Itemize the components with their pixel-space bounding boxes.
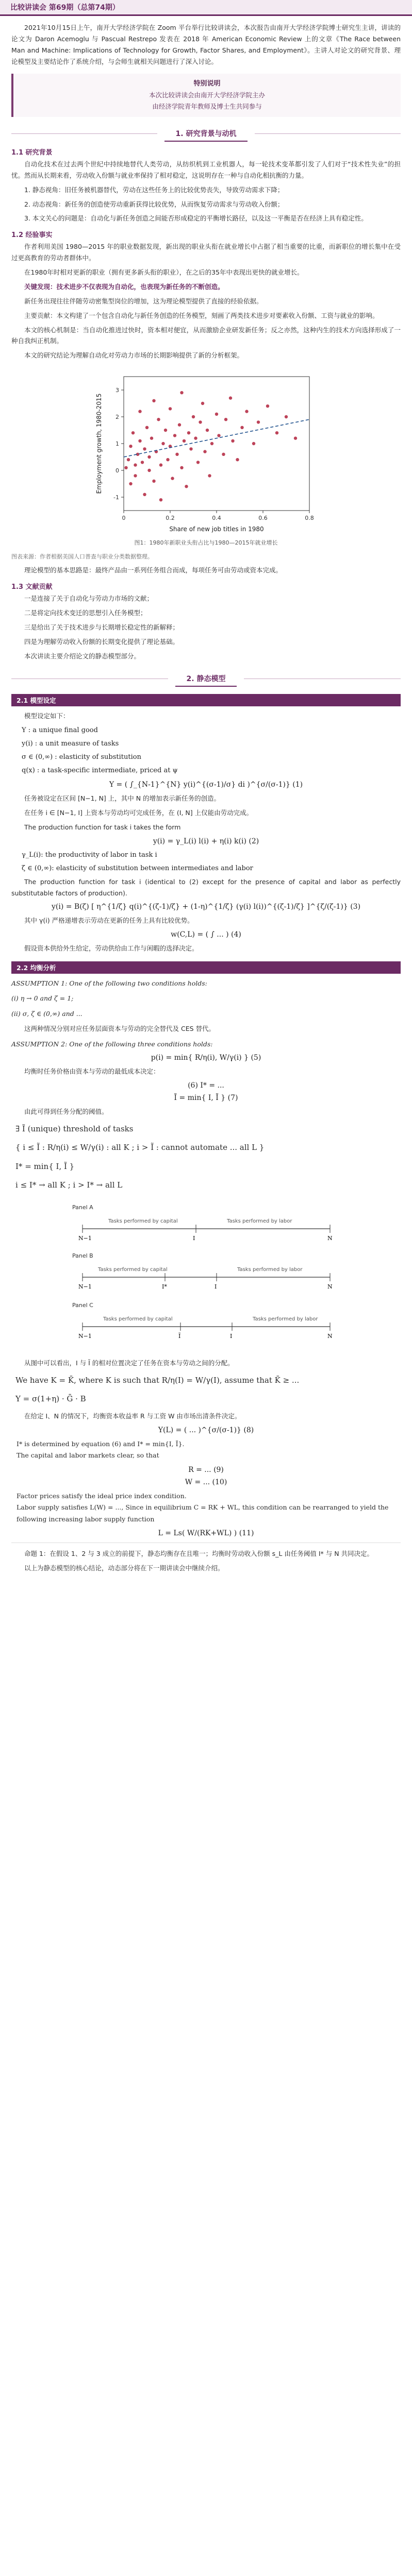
assumption-item: (ii) σ, ζ ∈ (0,∞) and ... (11, 1009, 83, 1018)
paragraph: 自动化技术在过去两个世纪中持续地替代人类劳动，从纺织机到工业机器人，每一轮技术变革都引发了人们对于“技术性失业”的担忧。然而从长期来看，劳动收入份额与就业率保持了相对稳定，这说明存在一种与自动化相抗衡的力量。 (11, 160, 401, 179)
paragraph: 新任务出现往往伴随劳动密集型岗位的增加，这为理论模型提供了直接的经验依据。 (24, 297, 263, 305)
paragraph: 这两种情况分别对应任务层面资本与劳动的完全替代及 CES 替代。 (24, 1024, 216, 1032)
assumption-title: ASSUMPTION 2: One of the following three conditions holds: (11, 1040, 213, 1048)
scatter-point (256, 420, 259, 423)
scatter-point (175, 453, 178, 456)
header-title: 比较讲读会 第69期（总第74期） (10, 4, 120, 12)
divider (11, 133, 157, 134)
paragraph: 图表来源：作者根据美国人口普查与职业分类数据整理。 (11, 553, 153, 561)
scatter-point (203, 450, 206, 453)
subsection-title: 1.3 文献贡献 (11, 583, 53, 591)
scatter-point (129, 482, 132, 485)
handwritten-note: I* = min{ I, Ĩ } (15, 1161, 75, 1171)
x-tick-label: 0 (122, 515, 125, 522)
tasks-labor-label: Tasks performed by labor (252, 1316, 318, 1322)
page-header (0, 0, 412, 16)
label-n: N (327, 1283, 333, 1290)
equation-6: (6) I* = ... (188, 1081, 224, 1090)
scatter-point (194, 437, 197, 440)
article-body (0, 16, 412, 1597)
scatter-point (205, 429, 208, 432)
equation-1: Y = ( ∫_{N-1}^{N} y(i)^{(σ-1)/σ} di )^{σ/(σ-1)} (1) (109, 780, 303, 789)
equation-4: w(C,L) = ( ∫ ... ) (4) (171, 930, 241, 939)
condition-list (17, 1490, 401, 1526)
scatter-point (189, 447, 192, 450)
panel-b-label: Panel B (72, 1252, 93, 1259)
tasks-labor-label: Tasks performed by labor (226, 1218, 292, 1224)
scatter-point (236, 458, 239, 461)
label-itilde: Ĩ (178, 1332, 180, 1340)
y-axis-label: Employment growth, 1980-2015 (95, 393, 103, 494)
scatter-point (159, 498, 162, 501)
scatter-point (134, 474, 137, 477)
scatter-point (166, 458, 169, 461)
paragraph: 二是将定向技术变迁的思想引入任务模型； (24, 609, 147, 617)
definition-line: Y : a unique final good (22, 726, 98, 734)
paragraph: 四是为理解劳动收入份额的长期变化提供了理论基础。 (24, 637, 179, 646)
paragraph: 理论模型的基本思路是：最终产品由一系列任务组合而成，每项任务可由劳动或资本完成。 (24, 566, 283, 574)
paragraph: 从图中可以看出，I 与 Ĩ 的相对位置决定了任务在资本与劳动之间的分配。 (24, 1359, 234, 1367)
equation-5: p(i) = min{ R/η(i), W/γ(i) } (5) (151, 1054, 261, 1062)
condition-item: I* is determined by equation (6) and I* = min{I, Ĩ}. (17, 1439, 185, 1448)
scatter-point (150, 437, 153, 440)
paragraph: 在任务 i ∈ [N−1, I] 上资本与劳动均可完成任务，在 (I, N] 上仅能由劳动完成。 (24, 808, 253, 817)
scatter-chart (93, 366, 320, 536)
divider (255, 133, 401, 134)
paragraph: 由此可得到任务分配的阈值。 (24, 1107, 108, 1115)
task-allocation-diagram (11, 1198, 401, 1352)
subsection-bar: 2.1 模型设定 (11, 694, 401, 706)
tasks-capital-label: Tasks performed by capital (97, 1266, 168, 1273)
tasks-capital-label: Tasks performed by capital (108, 1218, 178, 1224)
label-i: I (214, 1283, 217, 1290)
scatter-point (152, 399, 155, 402)
label-n1: N−1 (78, 1234, 92, 1242)
scatter-point (129, 445, 132, 448)
label-n: N (327, 1332, 333, 1340)
handwritten-note: We have K = K̄, where K is such that R/η(I) = W/γ(I), assume that K̄ ≥ ... (15, 1375, 300, 1385)
assumption-title: ASSUMPTION 1: One of the following two conditions holds: (11, 979, 207, 988)
scatter-point (231, 439, 234, 443)
paragraph: 1. 静态视角：旧任务被机器替代，劳动在这些任务上的比较优势丧失，导致劳动需求下降； (24, 185, 284, 194)
scatter-point (126, 458, 129, 461)
tasks-capital-label: Tasks performed by capital (103, 1316, 173, 1322)
paragraph: The production function for task i takes the form (24, 823, 181, 831)
paragraph: The production function for task i (identical to (2) except for the presence of capital and labor as perfectly substitutable factors of production). (11, 877, 401, 897)
assumption-item: (i) η → 0 and ζ = 1; (11, 994, 74, 1003)
scatter-point (131, 431, 134, 434)
scatter-point (275, 431, 278, 434)
scatter-point (228, 397, 232, 400)
scatter-point (173, 434, 176, 437)
x-tick-label: 0.8 (304, 515, 314, 522)
paragraph: 命题 1：在假设 1、2 与 3 成立的前提下，静态均衡存在且唯一；均衡时劳动收入份额 s_L 由任务阈值 I* 与 N 共同决定。 (24, 1550, 374, 1558)
y-tick-label: 3 (115, 387, 119, 394)
scatter-point (222, 453, 225, 456)
scatter-point (180, 391, 183, 394)
scatter-chart-container (11, 366, 401, 536)
equation-8: Y(L) = ( ... )^{σ/(σ-1)} (8) (158, 1426, 254, 1434)
label-n1: N−1 (78, 1332, 92, 1340)
y-tick-label: 0 (115, 467, 119, 474)
label-i: I (192, 1234, 195, 1242)
scatter-point (217, 434, 220, 437)
paragraph: 本文的研究结论为理解自动化对劳动力市场的长期影响提供了新的分析框架。 (24, 351, 244, 360)
y-tick-label: 2 (115, 414, 119, 421)
equation-2: y(i) = γ_L(i) l(i) + η(i) k(i) (2) (153, 837, 259, 845)
note-title: 特别说明 (193, 79, 221, 88)
condition-item: Labor supply satisfies L(W) = ..., Since in equilibrium C = RK + WL, this condition can be rearranged to yield the following increasing labor supply function (17, 1503, 389, 1523)
paragraph: 本文的核心机制是：当自动化推进过快时，资本相对便宜，从而激励企业研发新任务；反之亦然，这种内生的技术方向选择形成了一种自我纠正机制。 (11, 326, 401, 345)
paragraph: 3. 本文关心的问题是：自动化与新任务创造之间能否形成稳定的平衡增长路径，以及这一平衡是否在经济上具有稳定性。 (24, 214, 368, 223)
scatter-point (147, 455, 151, 459)
paragraph: 关键发现：技术进步不仅表现为自动化，也表现为新任务的不断创造。 (24, 282, 224, 291)
scatter-point (163, 429, 167, 432)
subsection-bar: 2.2 均衡分析 (11, 961, 401, 974)
subsection-title: 1.2 经验事实 (11, 231, 53, 240)
scatter-point (152, 480, 155, 483)
y-tick-label: 1 (115, 440, 119, 448)
scatter-point (191, 415, 194, 418)
paragraph: 任务被设定在区间 [N−1, N] 上，其中 N 的增加表示新任务的创造。 (24, 794, 221, 802)
scatter-point (140, 461, 143, 464)
chart-caption: 图1：1980年新职业头衔占比与1980—2015年就业增长 (134, 539, 278, 547)
x-tick-label: 0.6 (258, 515, 268, 522)
paragraph: 假设资本供给外生给定，劳动供给由工作与闲暇的选择决定。 (24, 944, 199, 953)
scatter-point (199, 420, 202, 423)
section-title: 2. 静态模型 (175, 671, 237, 687)
scatter-point (171, 477, 174, 480)
x-axis-label: Share of new job titles in 1980 (169, 526, 264, 533)
definition-line: σ ∈ (0,∞) : elasticity of substitution (22, 753, 141, 761)
scatter-point (124, 466, 127, 469)
scatter-point (240, 426, 243, 429)
scatter-point (168, 407, 171, 410)
paragraph: 本次讲读主要介绍论文的静态模型部分。 (24, 652, 141, 660)
task-diagram-svg (62, 1198, 351, 1352)
x-tick-label: 0.2 (165, 515, 175, 522)
handwritten-note: Y = σ(1+η) · Ḡ · B (15, 1394, 86, 1404)
paragraph: 以上为静态模型的核心结论，动态部分将在下一期讲读会中继续介绍。 (24, 1564, 224, 1572)
section-heading-1 (11, 126, 401, 142)
scatter-point (293, 437, 296, 440)
definition-line: y(i) : a unit measure of tasks (22, 739, 119, 748)
scatter-point (196, 461, 199, 464)
scatter-point (177, 423, 180, 427)
scatter-point (252, 442, 255, 445)
definition-line: γ_L(i): the productivity of labor in task i (22, 851, 157, 859)
y-tick-label: -1 (113, 494, 119, 501)
scatter-point (159, 464, 162, 467)
label-i: I (229, 1332, 232, 1340)
scatter-point (145, 426, 148, 429)
paragraph: 其中 γ(i) 严格递增表示劳动在更新的任务上具有比较优势。 (24, 917, 194, 925)
scatter-point (215, 413, 218, 416)
tasks-labor-label: Tasks performed by labor (237, 1266, 303, 1273)
scatter-point (134, 464, 137, 467)
section-title: 1. 研究背景与动机 (164, 126, 248, 142)
paragraph: 在1980年时相对更新的职业（拥有更多新头衔的职业），在之后的35年中表现出更快的就业增长。 (24, 268, 304, 277)
scatter-point (245, 410, 248, 413)
equation-7: Ĩ = min{ I, Ĩ } (7) (174, 1093, 238, 1102)
intro-paragraph: 2021年10月15日上午，南开大学经济学院在 Zoom 平台举行比较讲读会，本次报告由南开大学经济学院博士研究生主讲，讲读的论文为 Daron Acemoglu 与 Pascual Restrepo 发表在 2018 年 American Economic Review 上的文章《The Race between Man and Machine: Implications of Technology for Growth, Factor Shares, and Employment》。主讲人对论文的研究背景、理论模型及主要结论作了系统介绍，与会师生就相关问题进行了深入讨论。 (11, 24, 401, 65)
note-line: 本次比较讲读会由南开大学经济学院主办 (149, 91, 265, 99)
condition-item: The capital and labor markets clear, so that (17, 1451, 159, 1460)
paragraph: 三是给出了关于技术进步与长期增长稳定性的新解释； (24, 623, 179, 632)
scatter-point (143, 447, 146, 450)
equation-11: L = Ls( W/(RK+WL) ) (11) (158, 1529, 254, 1538)
note-line: 由经济学院青年教师及博士生共同参与 (152, 103, 262, 111)
scatter-point (210, 442, 213, 445)
condition-list (17, 1438, 401, 1462)
paragraph: 作者利用美国 1980—2015 年的职业数据发现，新出现的职业头衔在就业增长中占据了相当重要的比重，而新职位的增长集中在受过更高教育的劳动者群体中。 (11, 243, 401, 262)
handwritten-note: i ≤ I* → all K ; i > I* → all L (15, 1180, 123, 1190)
spacer (11, 1577, 401, 1581)
scatter-point (208, 474, 211, 477)
definition-line: q(x) : a task-specific intermediate, priced at ψ (22, 766, 178, 774)
scatter-point (185, 485, 188, 488)
scatter-point (138, 410, 141, 413)
definition-line: ζ ∈ (0,∞): elasticity of substitution between intermediates and labor (22, 864, 253, 872)
handwritten-note: ∃ Ĩ (unique) threshold of tasks (15, 1124, 134, 1133)
paragraph: 均衡时任务价格由资本与劳动的最低成本决定： (24, 1067, 160, 1076)
scatter-point (224, 418, 227, 421)
scatter-point (284, 415, 287, 418)
scatter-point (180, 466, 183, 469)
label-n: N (327, 1234, 333, 1242)
scatter-point (161, 442, 164, 445)
equation-3: y(i) = B(ζ) [ η^{1/ζ} q(i)^{(ζ-1)/ζ} + (1-η)^{1/ζ} (γ(i) l(i))^{(ζ-1)/ζ} ]^{ζ/(ζ-1)} (3) (51, 903, 361, 911)
subsection-title: 1.1 研究背景 (11, 148, 53, 157)
scatter-point (147, 469, 151, 472)
panel-a-label: Panel A (72, 1204, 93, 1211)
paragraph: 在给定 I、N 的情况下，均衡资本收益率 R 与工资 W 由市场出清条件决定。 (24, 1412, 241, 1420)
paragraph: 一是连接了关于自动化与劳动力市场的文献； (24, 595, 154, 603)
scatter-point (182, 439, 185, 443)
handwritten-note: { i ≤ Ĩ : R/η(i) ≤ W/γ(i) : all K ; i > Ĩ : cannot automate ... all L } (15, 1143, 265, 1153)
scatter-point (157, 418, 160, 421)
paragraph: 主要贡献：本文构建了一个包含自动化与新任务创造的任务模型，刻画了两类技术进步对要素收入份额、工资与就业的影响。 (24, 311, 379, 319)
equation-9: R = ... (9) (188, 1465, 224, 1474)
scatter-point (187, 431, 190, 434)
x-tick-label: 0.4 (211, 515, 221, 522)
label-istar: I* (161, 1283, 167, 1290)
scatter-point (143, 493, 146, 496)
scatter-point (266, 404, 269, 408)
special-note (11, 74, 401, 117)
panel-c-label: Panel C (72, 1301, 93, 1309)
section-heading-2 (11, 671, 401, 687)
paragraph: 模型设定如下： (24, 711, 70, 720)
paragraph: 2. 动态视角：新任务的创造使劳动重新获得比较优势，从而恢复劳动需求与劳动收入份额； (24, 200, 284, 208)
label-n1: N−1 (78, 1283, 92, 1290)
condition-item: Factor prices satisfy the ideal price index condition. (17, 1492, 187, 1500)
scatter-point (138, 439, 141, 443)
scatter-point (201, 402, 204, 405)
equation-10: W = ... (10) (185, 1478, 227, 1486)
plot-frame (124, 377, 309, 511)
